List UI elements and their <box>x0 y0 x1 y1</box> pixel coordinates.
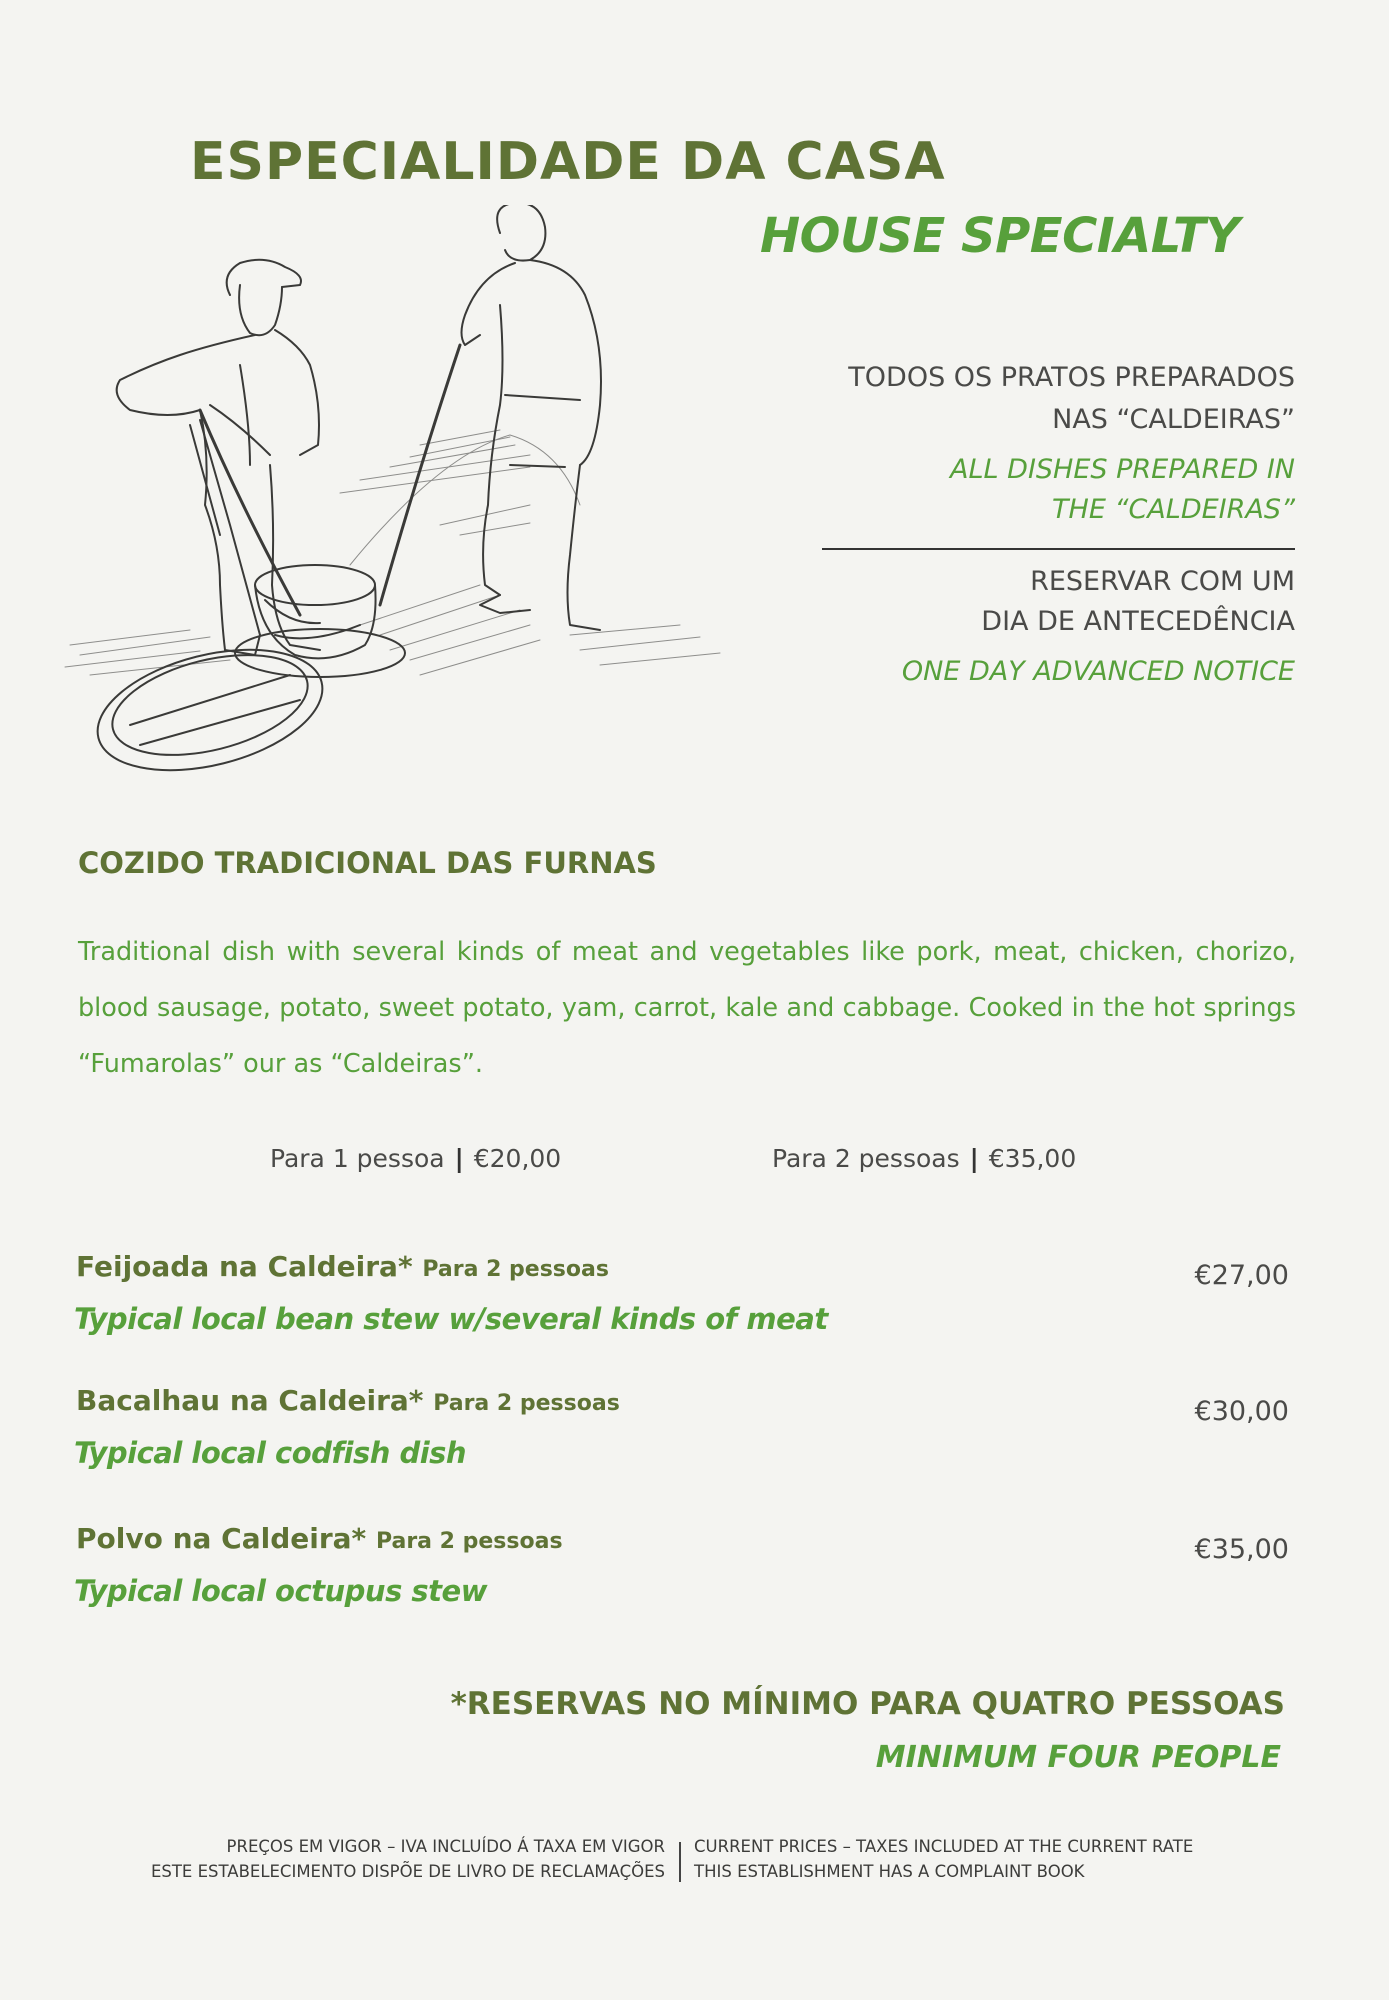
item-serving: Para 2 pessoas <box>375 1529 563 1554</box>
price-one-person <box>270 1144 561 1173</box>
caldeira-pot <box>235 565 405 677</box>
item-title: Feijoada na Caldeira* <box>76 1250 413 1283</box>
prepared-pt-line2: NAS “CALDEIRAS” <box>1052 404 1295 435</box>
prepared-pt-line1: TODOS OS PRATOS PREPARADOS <box>848 362 1295 393</box>
main-dish-title: COZIDO TRADICIONAL DAS FURNAS <box>78 846 657 880</box>
reserve-pt-line2: DIA DE ANTECEDÊNCIA <box>981 606 1295 637</box>
price-two-label: Para 2 pessoas <box>772 1144 960 1173</box>
menu-item-description: Typical local octupus stew <box>74 1574 488 1608</box>
price-two-persons <box>772 1144 1076 1173</box>
caldeira-lid <box>85 629 335 785</box>
caldeira-workers-illustration <box>60 205 780 785</box>
prepared-en-line2: THE “CALDEIRAS” <box>1052 494 1295 525</box>
item-title: Polvo na Caldeira* <box>76 1522 367 1555</box>
main-dish-description: Traditional dish with several kinds of meat and vegetables like pork, meat, chicken, chorizo, blood sausage, potato, sweet potato, yam, carrot, kale and cabbage. Cooked in the hot springs “Fumarolas” our as “Caldeiras”. <box>78 937 1296 1079</box>
reservation-note-en: MINIMUM FOUR PEOPLE <box>875 1740 1281 1775</box>
footer-pt-line2: ESTE ESTABELECIMENTO DISPÕE DE LIVRO DE RECLAMAÇÕES <box>150 1862 665 1881</box>
menu-item-name <box>76 1384 620 1417</box>
reserve-pt-line1: RESERVAR COM UM <box>1030 566 1295 597</box>
page-title-pt: ESPECIALIDADE DA CASA <box>190 132 946 192</box>
price-separator: | <box>454 1144 464 1173</box>
price-one-value: €20,00 <box>473 1144 562 1173</box>
item-serving: Para 2 pessoas <box>433 1391 620 1416</box>
menu-item-price: €27,00 <box>1194 1260 1289 1291</box>
menu-item-description: Typical local bean stew w/several kinds of meat <box>74 1302 828 1336</box>
item-title: Bacalhau na Caldeira* <box>76 1384 424 1417</box>
menu-item-price: €30,00 <box>1194 1396 1289 1427</box>
prepared-en-line1: ALL DISHES PREPARED IN <box>950 454 1295 485</box>
footer-en-line2: THIS ESTABLISHMENT HAS A COMPLAINT BOOK <box>694 1862 1085 1881</box>
menu-item-name <box>76 1250 609 1283</box>
footer-en-line1: CURRENT PRICES – TAXES INCLUDED AT THE CURRENT RATE <box>694 1837 1194 1856</box>
ground-hatching <box>65 430 720 675</box>
footer-en <box>694 1834 1193 1884</box>
price-two-value: €35,00 <box>988 1144 1077 1173</box>
footer-pt-line1: PREÇOS EM VIGOR – IVA INCLUÍDO Á TAXA EM VIGOR <box>226 1837 665 1856</box>
reserve-en: ONE DAY ADVANCED NOTICE <box>901 656 1295 687</box>
menu-item-price: €35,00 <box>1194 1534 1289 1565</box>
footer-pt <box>151 1834 665 1884</box>
price-separator: | <box>969 1144 979 1173</box>
right-worker <box>462 205 602 630</box>
price-one-label: Para 1 pessoa <box>270 1144 445 1173</box>
page-title-en: HOUSE SPECIALTY <box>760 208 1240 264</box>
reservation-note-pt: *RESERVAS NO MÍNIMO PARA QUATRO PESSOAS <box>450 1686 1285 1722</box>
menu-item-name <box>76 1522 563 1555</box>
menu-item-description: Typical local codfish dish <box>74 1436 467 1470</box>
item-serving: Para 2 pessoas <box>422 1257 609 1282</box>
footer-divider <box>679 1842 681 1882</box>
divider-rule <box>822 548 1295 550</box>
